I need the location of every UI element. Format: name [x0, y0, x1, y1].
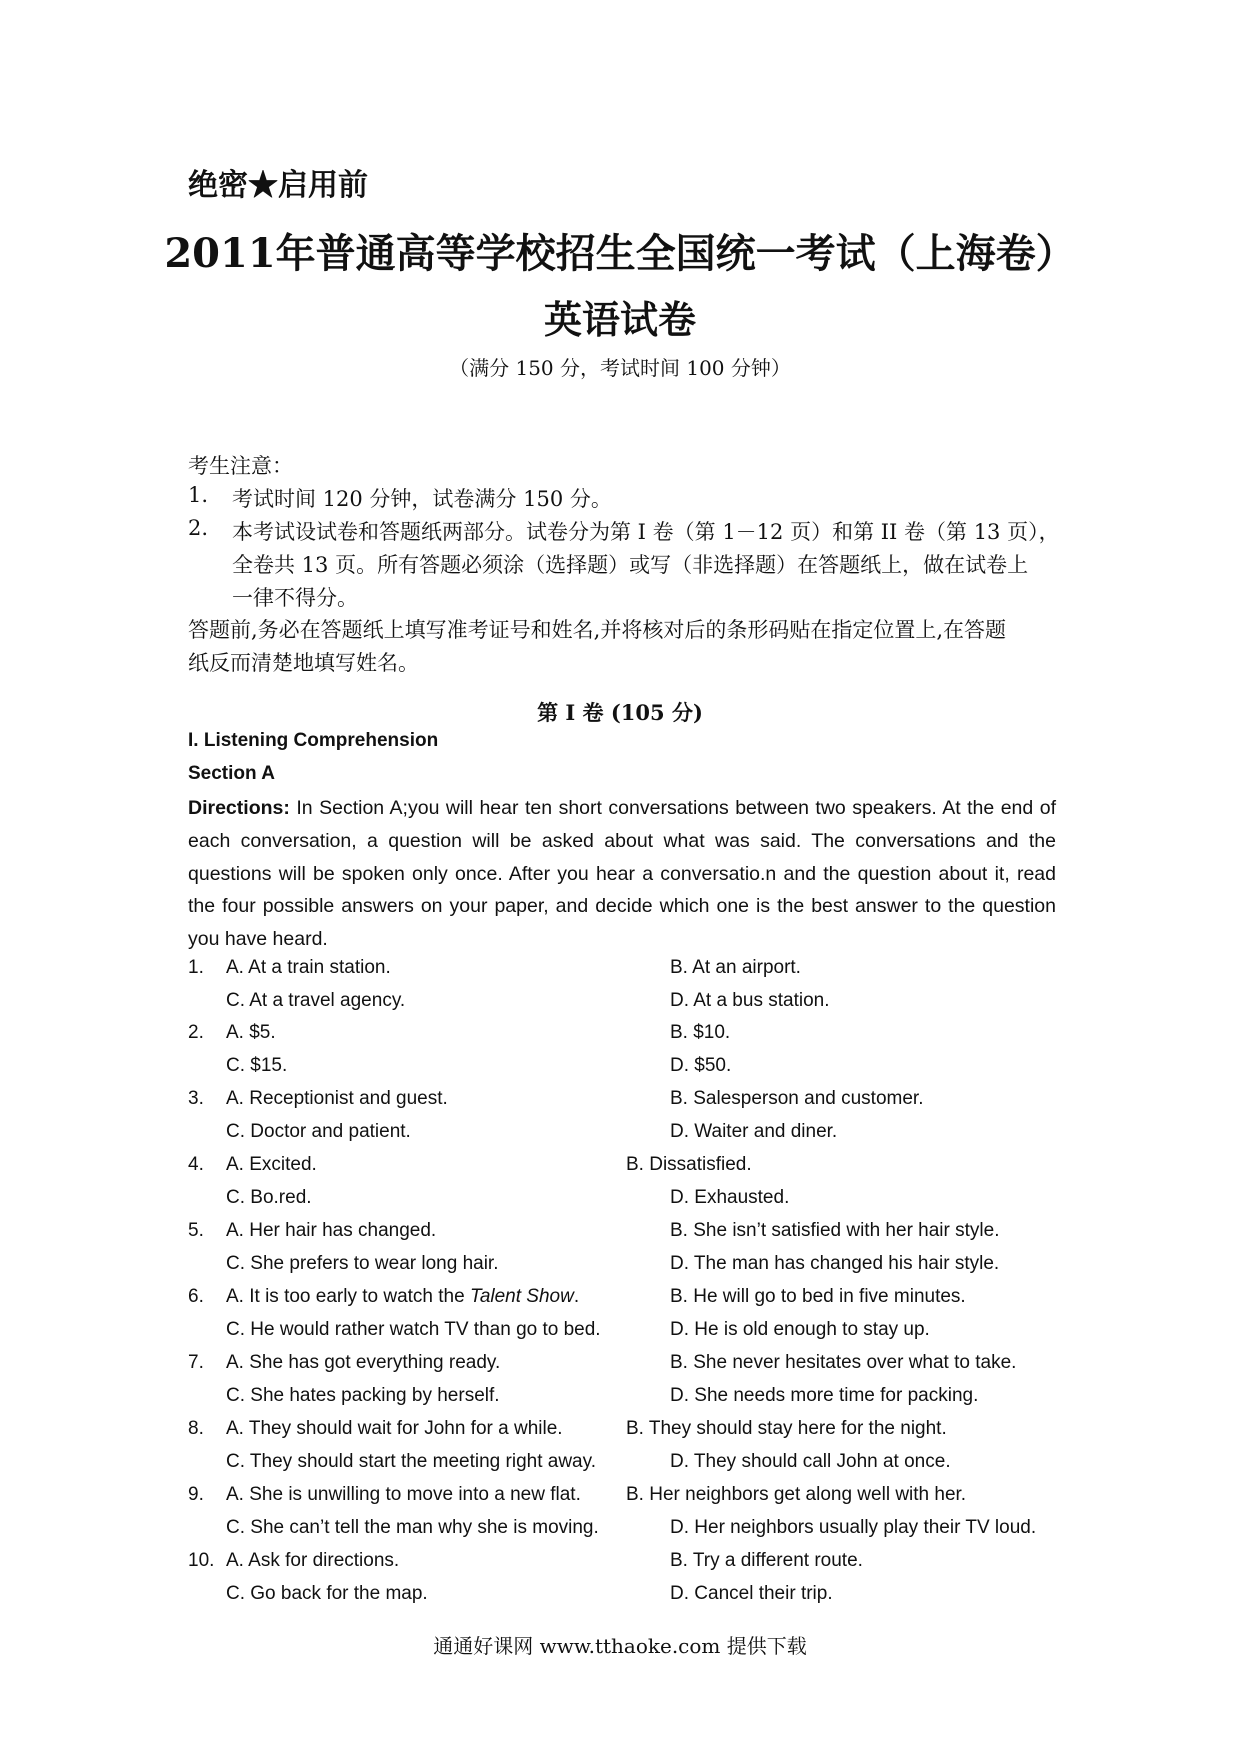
option-b: B. Try a different route.: [670, 1550, 863, 1571]
question-number: 6.: [188, 1286, 204, 1307]
option-d: D. She needs more time for packing.: [670, 1385, 979, 1406]
question-number: 9.: [188, 1484, 204, 1505]
option-b: B. She never hesitates over what to take.: [670, 1352, 1017, 1373]
notice-item-line: 全卷共 13 页。所有答题必须涂（选择题）或写（非选择题）在答题纸上，做在试卷上: [232, 553, 1029, 577]
option-a: A. They should wait for John for a while.: [226, 1418, 563, 1439]
directions-text: In Section A;you will hear ten short conversations between two speakers. At the end of each conversation, a question will be asked about what was said. The conversations and the questions will be spoken only once. After you hear a conversatio.n and the question about it, read the four possible answers on your paper, and decide which one is the best answer to the question you have heard.: [188, 797, 1056, 951]
option-d: D. $50.: [670, 1055, 732, 1076]
option-b: B. They should stay here for the night.: [626, 1418, 947, 1439]
question-number: 10.: [188, 1550, 215, 1571]
option-c: C. At a travel agency.: [226, 990, 406, 1011]
directions-paragraph: [188, 792, 1056, 956]
option-c: C. Go back for the map.: [226, 1583, 428, 1604]
option-a: A. Receptionist and guest.: [226, 1088, 448, 1109]
exam-title: 2011年普通高等学校招生全国统一考试（上海卷）: [164, 230, 1076, 277]
option-a: A. She is unwilling to move into a new flat.: [226, 1484, 581, 1505]
option-d: D. Waiter and diner.: [670, 1121, 838, 1142]
part-one-heading: 第 I 卷 (105 分): [537, 700, 703, 725]
option-c: C. Bo.red.: [226, 1187, 312, 1208]
option-a: A. $5.: [226, 1022, 276, 1043]
option-c: C. She hates packing by herself.: [226, 1385, 500, 1406]
option-b: B. She isn’t satisfied with her hair style.: [670, 1220, 1000, 1241]
subsection-title: Section A: [188, 763, 275, 784]
footer-credit: 通通好课网 www.tthaoke.com 提供下载: [433, 1634, 807, 1658]
option-a: A. Her hair has changed.: [226, 1220, 437, 1241]
option-d: D. He is old enough to stay up.: [670, 1319, 930, 1340]
option-b: B. $10.: [670, 1022, 731, 1043]
question-number: 5.: [188, 1220, 204, 1241]
option-b: B. Dissatisfied.: [626, 1154, 752, 1175]
option-a-end: .: [573, 1286, 580, 1307]
option-c: C. Doctor and patient.: [226, 1121, 411, 1142]
notice-item-number: 2.: [188, 516, 209, 540]
notice-item-line: 本考试设试卷和答题纸两部分。试卷分为第 I 卷（第 1－12 页）和第 II 卷（第 13 页），: [232, 520, 1060, 544]
option-a-title: Talent Show: [469, 1286, 574, 1307]
score-time-note: （满分 150 分，考试时间 100 分钟）: [449, 356, 791, 380]
question-number: 3.: [188, 1088, 204, 1109]
option-b: B. At an airport.: [670, 957, 801, 978]
option-d: D. At a bus station.: [670, 990, 830, 1011]
notice-extra-line: 答题前,务必在答题纸上填写准考证号和姓名,并将核对后的条形码贴在指定位置上,在答题: [188, 618, 1007, 642]
question-number: 7.: [188, 1352, 204, 1373]
option-c: C. She prefers to wear long hair.: [226, 1253, 499, 1274]
question-number: 4.: [188, 1154, 204, 1175]
option-a: [226, 1286, 579, 1308]
option-d: D. The man has changed his hair style.: [670, 1253, 1000, 1274]
option-b: B. He will go to bed in five minutes.: [670, 1286, 966, 1307]
option-a: A. Excited.: [226, 1154, 317, 1175]
option-c: C. They should start the meeting right away.: [226, 1451, 596, 1472]
option-d: D. They should call John at once.: [670, 1451, 951, 1472]
option-a: A. Ask for directions.: [226, 1550, 400, 1571]
notice-item-number: 1.: [188, 483, 209, 507]
directions-label: Directions:: [188, 797, 290, 819]
exam-subtitle: 英语试卷: [543, 297, 696, 342]
option-d: D. Exhausted.: [670, 1187, 790, 1208]
notice-heading: 考生注意：: [188, 454, 293, 478]
option-a-text: A. It is too early to watch the: [226, 1286, 470, 1307]
question-number: 8.: [188, 1418, 204, 1439]
option-c: C. $15.: [226, 1055, 288, 1076]
question-number: 1.: [188, 957, 204, 978]
notice-extra-line: 纸反而清楚地填写姓名。: [188, 651, 419, 675]
confidential-mark: 绝密★启用前: [188, 168, 368, 203]
option-d: D. Cancel their trip.: [670, 1583, 833, 1604]
option-a: A. At a train station.: [226, 957, 391, 978]
question-number: 2.: [188, 1022, 204, 1043]
option-d: D. Her neighbors usually play their TV loud.: [670, 1517, 1037, 1538]
section-title: I. Listening Comprehension: [188, 730, 439, 751]
option-c: C. She can’t tell the man why she is moving.: [226, 1517, 599, 1538]
option-c: C. He would rather watch TV than go to bed.: [226, 1319, 601, 1340]
option-a: A. She has got everything ready.: [226, 1352, 501, 1373]
notice-item-line: 一律不得分。: [232, 586, 358, 610]
option-b: B. Salesperson and customer.: [670, 1088, 924, 1109]
option-b: B. Her neighbors get along well with her.: [626, 1484, 967, 1505]
notice-item-line: 考试时间 120 分钟，试卷满分 150 分。: [232, 487, 612, 511]
